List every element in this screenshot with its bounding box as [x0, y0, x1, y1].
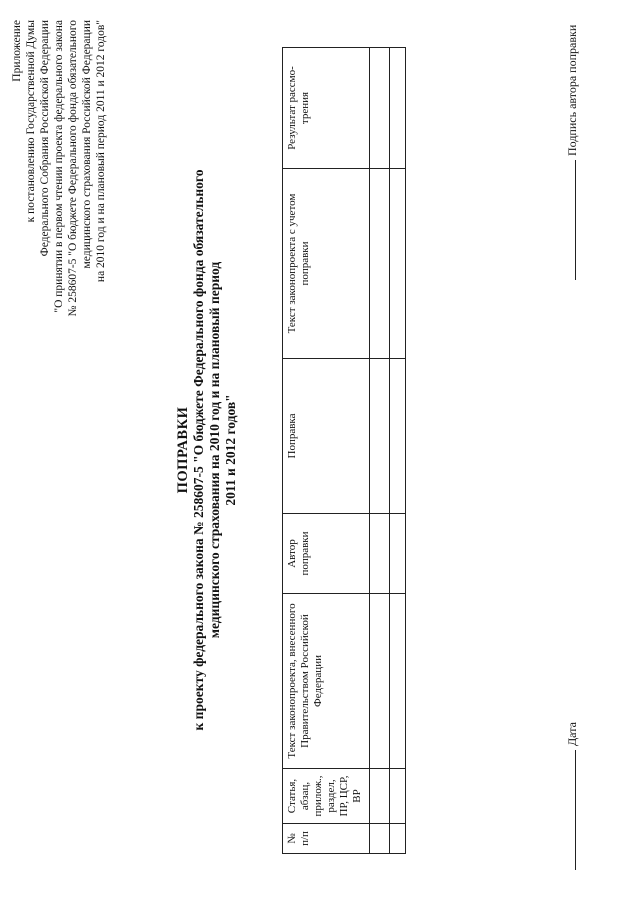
- appendix-line: "О принятии в первом чтении проекта федерального закона: [53, 20, 65, 313]
- signature-underline: [574, 160, 576, 280]
- heading-line: 2011 и 2012 годов": [223, 394, 238, 506]
- table-cell: [370, 824, 390, 854]
- appendix-line: Приложение: [11, 20, 23, 82]
- signature-label: Подпись автора поправки: [565, 24, 579, 156]
- appendix-line: на 2010 год и на плановый период 2011 и 2012 годов": [95, 20, 107, 283]
- date-underline: [574, 750, 576, 870]
- table-cell: [370, 514, 390, 594]
- col-header-result: Результат рассмо-трения: [283, 48, 370, 169]
- appendix-line: медицинского страхования Российской Федерации: [81, 20, 93, 269]
- amendments-table: [282, 47, 406, 854]
- table-cell: [390, 359, 406, 514]
- table-row: [390, 48, 406, 854]
- table-cell: [370, 769, 390, 824]
- col-header-author: Автор поправки: [283, 514, 370, 594]
- table-cell: [370, 594, 390, 769]
- appendix-line: Федерального Собрания Российской Федерации: [39, 20, 51, 257]
- col-header-amended-text: Текст законопроекта с учетом поправки: [283, 169, 370, 359]
- table-row: [370, 48, 390, 854]
- table-cell: [370, 48, 390, 169]
- signature-field: [565, 25, 580, 280]
- date-label: Дата: [565, 722, 579, 746]
- table-cell: [390, 594, 406, 769]
- table-header-row: [283, 48, 370, 854]
- appendix-line: к постановлению Государственной Думы: [25, 20, 37, 223]
- appendix-line: № 258607-5 "О бюджете Федерального фонда обязательного: [67, 20, 79, 317]
- col-header-article: Статья, абзац, прилож., раздел, ПР, ЦСР, ВР: [283, 769, 370, 824]
- col-header-govt-text: Текст законопроекта, внесенного Правительством Российской Федерации: [283, 594, 370, 769]
- appendix-note: [10, 20, 108, 880]
- table-cell: [370, 169, 390, 359]
- table-cell: [390, 769, 406, 824]
- heading-line: медицинского страхования на 2010 год и на плановый период: [207, 261, 222, 639]
- table-cell: [390, 824, 406, 854]
- document-heading: [175, 40, 239, 860]
- table-cell: [370, 359, 390, 514]
- col-header-number: № п/п: [283, 824, 370, 854]
- document-title: ПОПРАВКИ: [175, 406, 191, 494]
- table-cell: [390, 514, 406, 594]
- heading-line: к проекту федерального закона № 258607-5 "О бюджете Федерального фонда обязательного: [191, 169, 206, 731]
- date-field: [565, 722, 580, 870]
- table-cell: [390, 48, 406, 169]
- table-cell: [390, 169, 406, 359]
- col-header-amendment: Поправка: [283, 359, 370, 514]
